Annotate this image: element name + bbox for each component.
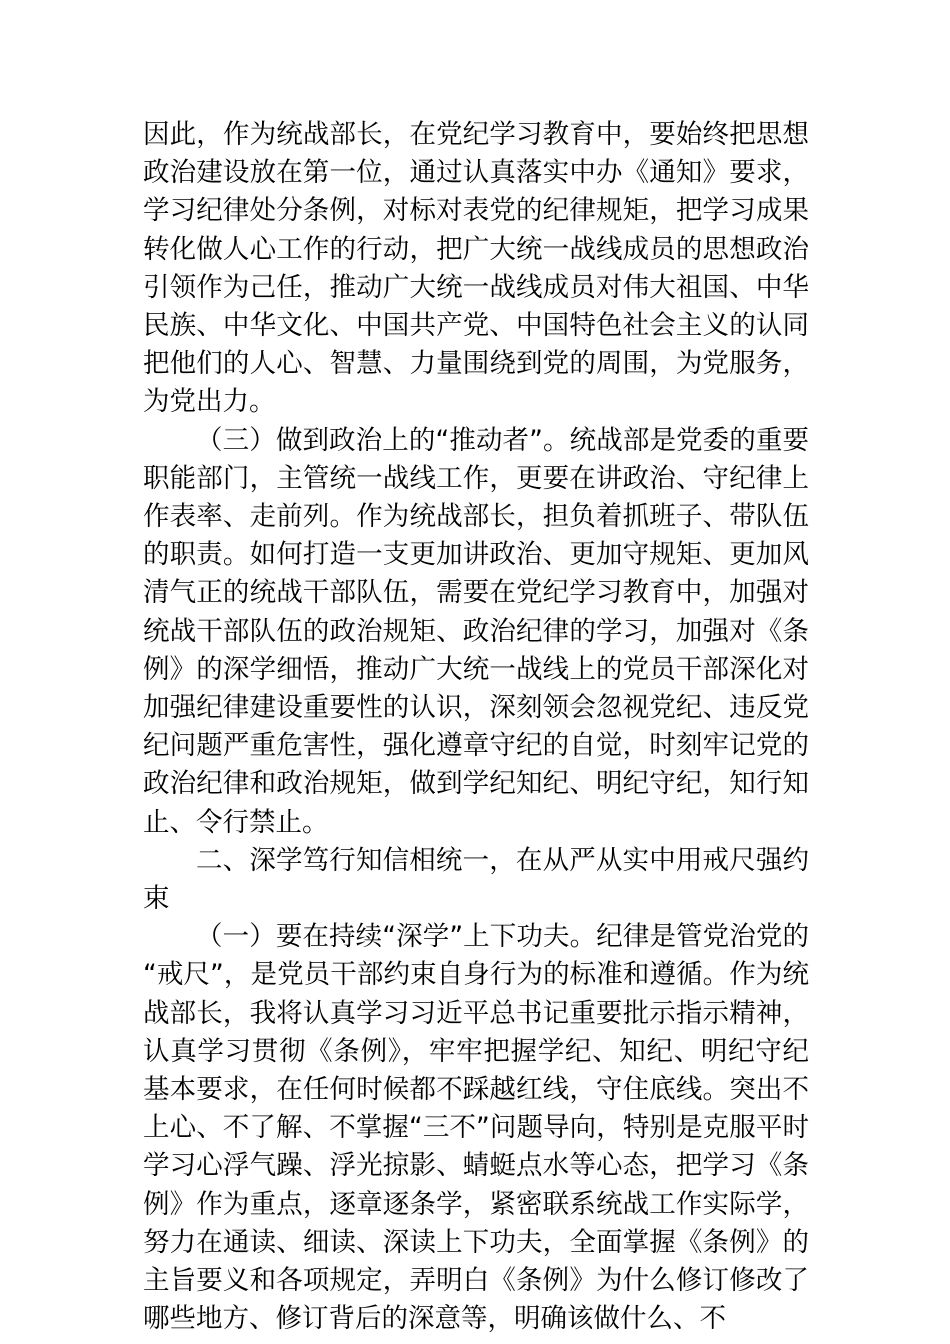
body-paragraph-continuation: 因此，作为统战部长，在党纪学习教育中，要始终把思想政治建设放在第一位，通过认真落实中办《通知》要求，学习纪律处分条例，对标对表党的纪律规矩，把学习成果转化做人心工作的行动，把广大统一战线成员的思想政治引领作为己任，推动广大统一战线成员对伟大祖国、中华民族、中华文化、中国共产党、中国特色社会主义的认同把他们的人心、智慧、力量围绕到党的周围，为党服务，为党出力。 — [143, 119, 809, 418]
body-paragraph-subsection-1: （一）要在持续“深学”上下功夫。纪律是管党治党的“戒尺”，是党员干部约束自身行为的标准和遵循。作为统战部长，我将认真学习习近平总书记重要批示指示精神，认真学习贯彻《条例》，牢牢把握学纪、知纪、明纪守纪基本要求，在任何时候都不踩越红线，守住底线。突出不上心、不了解、不掌握“三不”问题导向，特别是克服平时学习心浮气躁、浮光掠影、蜻蜓点水等心态，把学习《条例》作为重点，逐章逐条学，紧密联系统战工作实际学，努力在通读、细读、深读上下功夫，全面掌握《条例》的主旨要义和各项规定，弄明白《条例》为什么修订修改了哪些地方、修订背后的深意等，明确该做什么、不 — [143, 921, 809, 1335]
section-heading-2: 二、深学笃行知信相统一，在从严从实中用戒尺强约束 — [143, 844, 809, 915]
body-paragraph-section-3: （三）做到政治上的“推动者”。统战部是党委的重要职能部门，主管统一战线工作，更要在讲政治、守纪律上作表率、走前列。作为统战部长，担负着抓班子、带队伍的职责。如何打造一支更加讲政治、更加守规矩、更加风清气正的统战干部队伍，需要在党纪学习教育中，加强对统战干部队伍的政治规矩、政治纪律的学习，加强对《条例》的深学细悟，推动广大统一战线上的党员干部深化对加强纪律建设重要性的认识，深刻领会忽视党纪、违反党纪问题严重危害性，强化遵章守纪的自觉，时刻牢记党的政治纪律和政治规矩，做到学纪知纪、明纪守纪，知行知止、令行禁止。 — [143, 424, 809, 838]
document-page — [143, 116, 809, 1339]
